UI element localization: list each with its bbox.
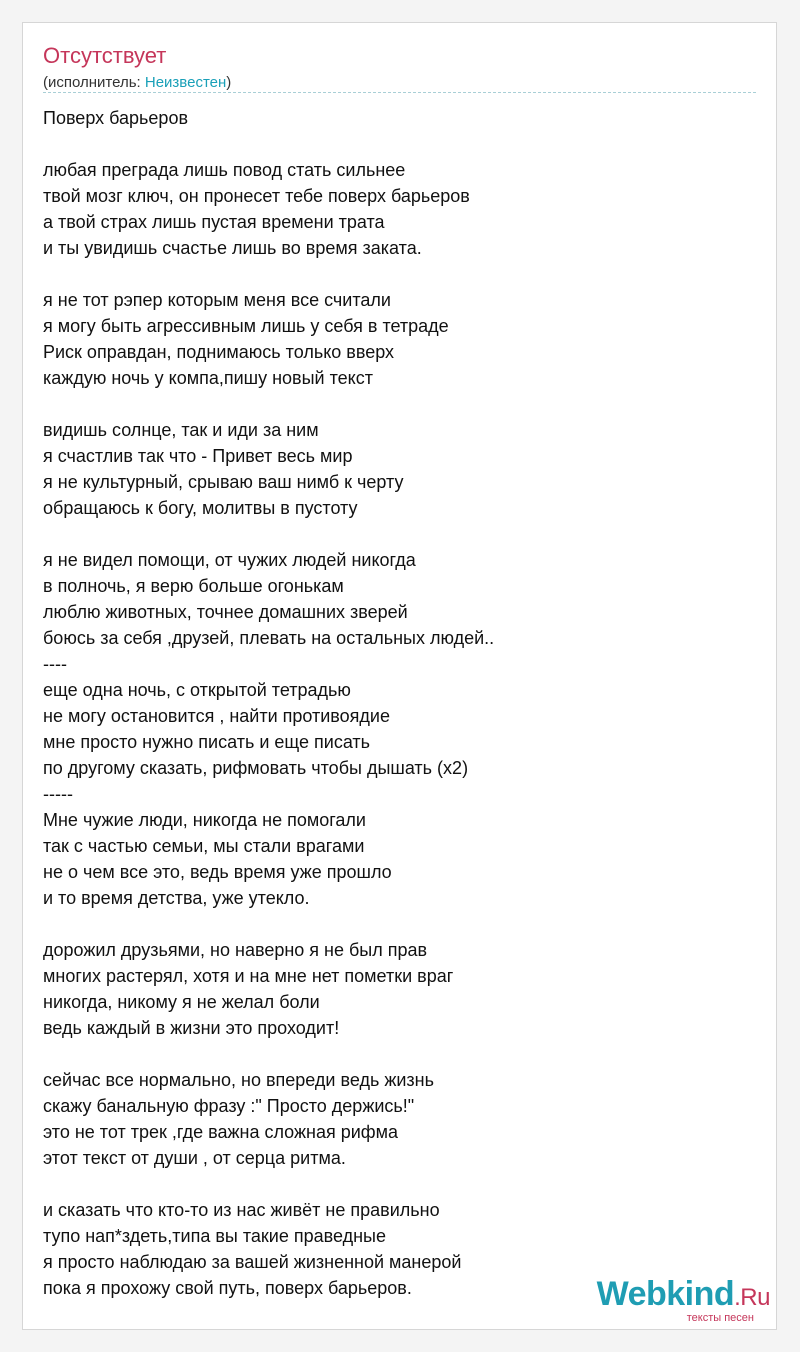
lyrics-line: ---- — [43, 654, 67, 674]
divider — [43, 92, 756, 93]
lyrics-line: Поверх барьеров — [43, 108, 189, 128]
lyrics-line: по другому сказать, рифмовать чтобы дышать (x2) — [43, 758, 469, 778]
logo-tld: .Ru — [734, 1284, 770, 1311]
song-title: Отсутствует — [43, 43, 167, 68]
lyrics-line: я счастлив так что - Привет весь мир — [43, 446, 353, 466]
lyrics-line — [43, 391, 494, 417]
lyrics-line: ----- — [43, 784, 73, 804]
lyrics-line: в полночь, я верю больше огонькам — [43, 576, 344, 596]
lyrics-text — [43, 105, 494, 1301]
lyrics-line: сейчас все нормально, но впереди ведь жизнь — [43, 1070, 434, 1090]
logo-brand: Webkind — [596, 1275, 735, 1313]
lyrics-line: этот текст от души , от серца ритма. — [43, 1148, 346, 1168]
lyrics-line: Мне чужие люди, никогда не помогали — [43, 810, 366, 830]
lyrics-line: я просто наблюдаю за вашей жизненной манерой — [43, 1252, 462, 1272]
lyrics-line: видишь солнце, так и иди за ним — [43, 420, 319, 440]
lyrics-line: каждую ночь у компа,пишу новый текст — [43, 368, 373, 388]
lyrics-line: а твой страх лишь пустая времени трата — [43, 212, 385, 232]
lyrics-line: многих растерял, хотя и на мне нет пометки враг — [43, 966, 454, 986]
lyrics-line: и ты увидишь счастье лишь во время заката. — [43, 238, 422, 258]
artist-link[interactable]: Неизвестен — [144, 74, 227, 91]
lyrics-line: обращаюсь к богу, молитвы в пустоту — [43, 498, 358, 518]
lyrics-line: это не тот трек ,где важна сложная рифма — [43, 1122, 398, 1142]
lyrics-line: мне просто нужно писать и еще писать — [43, 732, 371, 752]
lyrics-line: я не культурный, срываю ваш нимб к черту — [43, 472, 404, 492]
lyrics-line — [43, 1171, 494, 1197]
artist-line — [43, 74, 231, 91]
lyrics-line — [43, 521, 494, 547]
lyrics-line: и то время детства, уже утекло. — [43, 888, 310, 908]
lyrics-line: твой мозг ключ, он пронесет тебе поверх барьеров — [43, 186, 470, 206]
lyrics-line: не о чем все это, ведь время уже прошло — [43, 862, 392, 882]
lyrics-line: и сказать что кто-то из нас живёт не правильно — [43, 1200, 440, 1220]
lyrics-line — [43, 131, 494, 157]
lyrics-line: люблю животных, точнее домашних зверей — [43, 602, 408, 622]
artist-prefix: (исполнитель: — [43, 74, 145, 91]
lyrics-line: боюсь за себя ,друзей, плевать на остальных людей.. — [43, 628, 495, 648]
lyrics-card — [22, 22, 777, 1330]
lyrics-line — [43, 911, 494, 937]
lyrics-line: ведь каждый в жизни это проходит! — [43, 1018, 340, 1038]
lyrics-line: так с частью семьи, мы стали врагами — [43, 836, 365, 856]
lyrics-line: никогда, никому я не желал боли — [43, 992, 320, 1012]
lyrics-line — [43, 261, 494, 287]
logo-text — [597, 1275, 770, 1314]
lyrics-line — [43, 1041, 494, 1067]
lyrics-line: Риск оправдан, поднимаюсь только вверх — [43, 342, 395, 362]
logo-tagline: тексты песен — [686, 1312, 754, 1324]
lyrics-line: я не тот рэпер которым меня все считали — [43, 290, 391, 310]
webkind-logo — [580, 1275, 770, 1324]
lyrics-line: любая преграда лишь повод стать сильнее — [43, 160, 406, 180]
lyrics-line: скажу банальную фразу :" Просто держись!" — [43, 1096, 415, 1116]
lyrics-line: не могу остановится , найти противоядие — [43, 706, 390, 726]
lyrics-line: тупо нап*здеть,типа вы такие праведные — [43, 1226, 386, 1246]
lyrics-line: пока я прохожу свой путь, поверх барьеров. — [43, 1278, 412, 1298]
lyrics-line: еще одна ночь, с открытой тетрадью — [43, 680, 351, 700]
artist-suffix: ) — [226, 74, 232, 91]
lyrics-line: дорожил друзьями, но наверно я не был прав — [43, 940, 428, 960]
lyrics-line: я не видел помощи, от чужих людей никогда — [43, 550, 416, 570]
lyrics-line: я могу быть агрессивным лишь у себя в тетраде — [43, 316, 449, 336]
